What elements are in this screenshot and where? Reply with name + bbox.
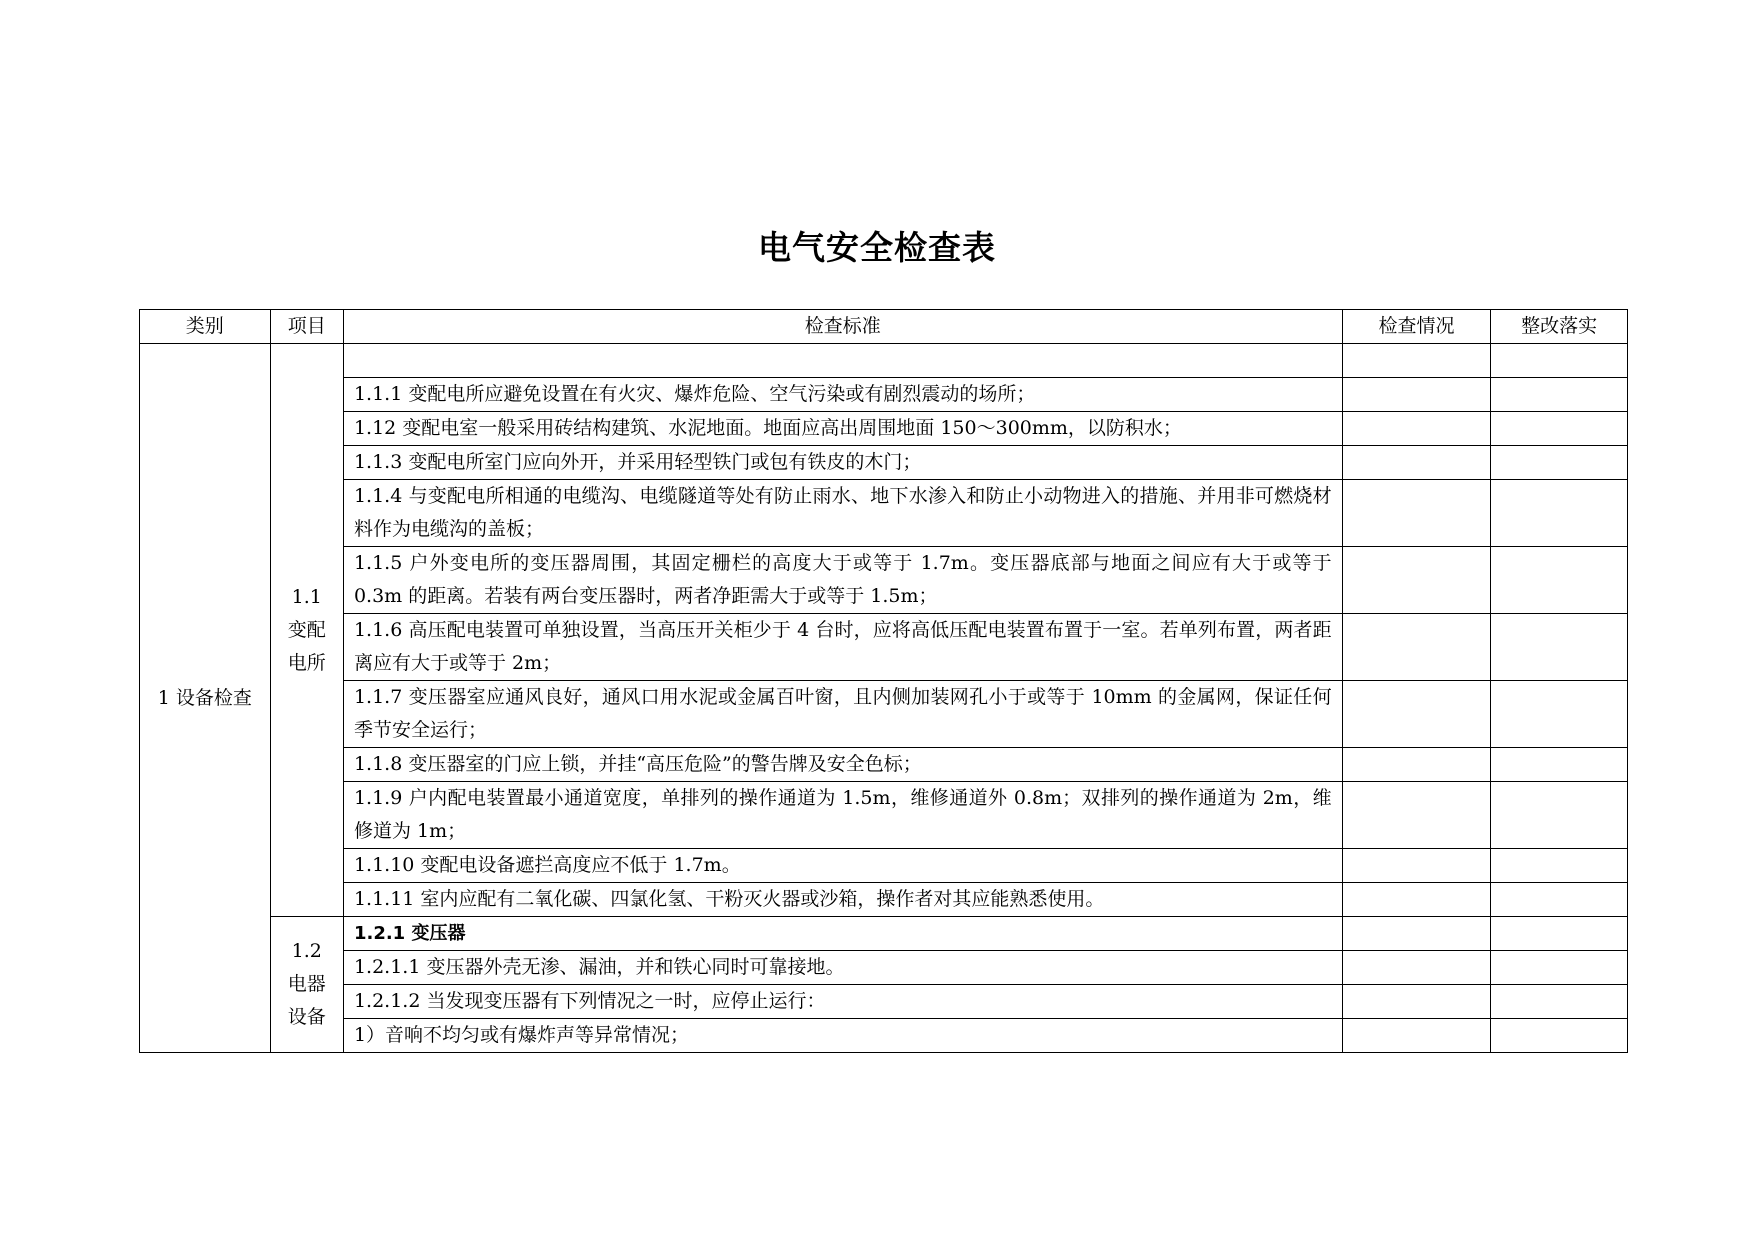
header-standard: 检查标准	[343, 310, 1342, 344]
standard-cell: 1.12 变配电室一般采用砖结构建筑、水泥地面。地面应高出周围地面 150～300mm，以防积水；	[343, 412, 1342, 446]
table-row	[140, 849, 1628, 883]
table-row	[140, 681, 1628, 748]
standard-cell: 1.2.1.2 当发现变压器有下列情况之一时，应停止运行：	[343, 985, 1342, 1019]
rectification-cell[interactable]	[1491, 748, 1628, 782]
inspection-table	[139, 309, 1628, 1053]
header-item: 项目	[270, 310, 343, 344]
inspection-cell[interactable]	[1342, 344, 1491, 378]
standard-cell: 1.1.7 变压器室应通风良好，通风口用水泥或金属百叶窗，且内侧加装网孔小于或等于 10mm 的金属网，保证任何季节安全运行；	[343, 681, 1342, 748]
table-row	[140, 951, 1628, 985]
inspection-cell[interactable]	[1342, 951, 1491, 985]
rectification-cell[interactable]	[1491, 412, 1628, 446]
inspection-cell[interactable]	[1342, 614, 1491, 681]
category-cell: 1 设备检查	[140, 344, 271, 1053]
table-row	[140, 412, 1628, 446]
document-title: 电气安全检查表	[758, 228, 996, 267]
rectification-cell[interactable]	[1491, 547, 1628, 614]
table-row	[140, 1019, 1628, 1053]
table-row	[140, 782, 1628, 849]
table-row	[140, 614, 1628, 681]
rectification-cell[interactable]	[1491, 951, 1628, 985]
standard-cell: 1.2.1.1 变压器外壳无渗、漏油，并和铁心同时可靠接地。	[343, 951, 1342, 985]
rectification-cell[interactable]	[1491, 782, 1628, 849]
table-row	[140, 480, 1628, 547]
table-row	[140, 446, 1628, 480]
standard-cell	[343, 344, 1342, 378]
item-cell-electrical-equipment: 1.2 电器设备	[270, 917, 343, 1053]
header-category: 类别	[140, 310, 271, 344]
inspection-cell[interactable]	[1342, 849, 1491, 883]
inspection-cell[interactable]	[1342, 917, 1491, 951]
standard-cell: 1.1.9 户内配电装置最小通道宽度，单排列的操作通道为 1.5m，维修通道外 0.8m；双排列的操作通道为 2m，维修道为 1m；	[343, 782, 1342, 849]
table-row	[140, 985, 1628, 1019]
rectification-cell[interactable]	[1491, 480, 1628, 547]
inspection-cell[interactable]	[1342, 883, 1491, 917]
inspection-cell[interactable]	[1342, 681, 1491, 748]
standard-cell: 1.1.1 变配电所应避免设置在有火灾、爆炸危险、空气污染或有剧烈震动的场所；	[343, 378, 1342, 412]
inspection-cell[interactable]	[1342, 547, 1491, 614]
inspection-cell[interactable]	[1342, 446, 1491, 480]
header-row	[140, 310, 1628, 344]
inspection-cell[interactable]	[1342, 378, 1491, 412]
table-row	[140, 344, 1628, 378]
rectification-cell[interactable]	[1491, 446, 1628, 480]
table-row	[140, 883, 1628, 917]
table-row	[140, 378, 1628, 412]
rectification-cell[interactable]	[1491, 1019, 1628, 1053]
rectification-cell[interactable]	[1491, 883, 1628, 917]
inspection-cell[interactable]	[1342, 412, 1491, 446]
standard-cell: 1.1.4 与变配电所相通的电缆沟、电缆隧道等处有防止雨水、地下水渗入和防止小动物进入的措施、并用非可燃烧材料作为电缆沟的盖板；	[343, 480, 1342, 547]
standard-cell: 1.1.3 变配电所室门应向外开，并采用轻型铁门或包有铁皮的木门；	[343, 446, 1342, 480]
standard-cell: 1.1.10 变配电设备遮拦高度应不低于 1.7m。	[343, 849, 1342, 883]
inspection-cell[interactable]	[1342, 480, 1491, 547]
inspection-cell[interactable]	[1342, 1019, 1491, 1053]
rectification-cell[interactable]	[1491, 849, 1628, 883]
table-row	[140, 748, 1628, 782]
inspection-cell[interactable]	[1342, 748, 1491, 782]
rectification-cell[interactable]	[1491, 985, 1628, 1019]
rectification-cell[interactable]	[1491, 344, 1628, 378]
subsection-heading: 1.2.1 变压器	[343, 917, 1342, 951]
header-rectification: 整改落实	[1491, 310, 1628, 344]
rectification-cell[interactable]	[1491, 917, 1628, 951]
header-inspection: 检查情况	[1342, 310, 1491, 344]
standard-cell: 1）音响不均匀或有爆炸声等异常情况；	[343, 1019, 1342, 1053]
standard-cell: 1.1.5 户外变电所的变压器周围，其固定栅栏的高度大于或等于 1.7m。变压器底部与地面之间应有大于或等于 0.3m 的距离。若装有两台变压器时，两者净距需大于或等于 1.5m；	[343, 547, 1342, 614]
rectification-cell[interactable]	[1491, 614, 1628, 681]
standard-cell: 1.1.8 变压器室的门应上锁，并挂“高压危险”的警告牌及安全色标；	[343, 748, 1342, 782]
standard-cell: 1.1.6 高压配电装置可单独设置，当高压开关柜少于 4 台时，应将高低压配电装置布置于一室。若单列布置，两者距离应有大于或等于 2m；	[343, 614, 1342, 681]
table-row	[140, 917, 1628, 951]
table-row	[140, 547, 1628, 614]
inspection-cell[interactable]	[1342, 782, 1491, 849]
rectification-cell[interactable]	[1491, 378, 1628, 412]
standard-cell: 1.1.11 室内应配有二氧化碳、四氯化氢、干粉灭火器或沙箱，操作者对其应能熟悉使用。	[343, 883, 1342, 917]
rectification-cell[interactable]	[1491, 681, 1628, 748]
inspection-cell[interactable]	[1342, 985, 1491, 1019]
item-cell-substation: 1.1 变配电所	[270, 344, 343, 917]
